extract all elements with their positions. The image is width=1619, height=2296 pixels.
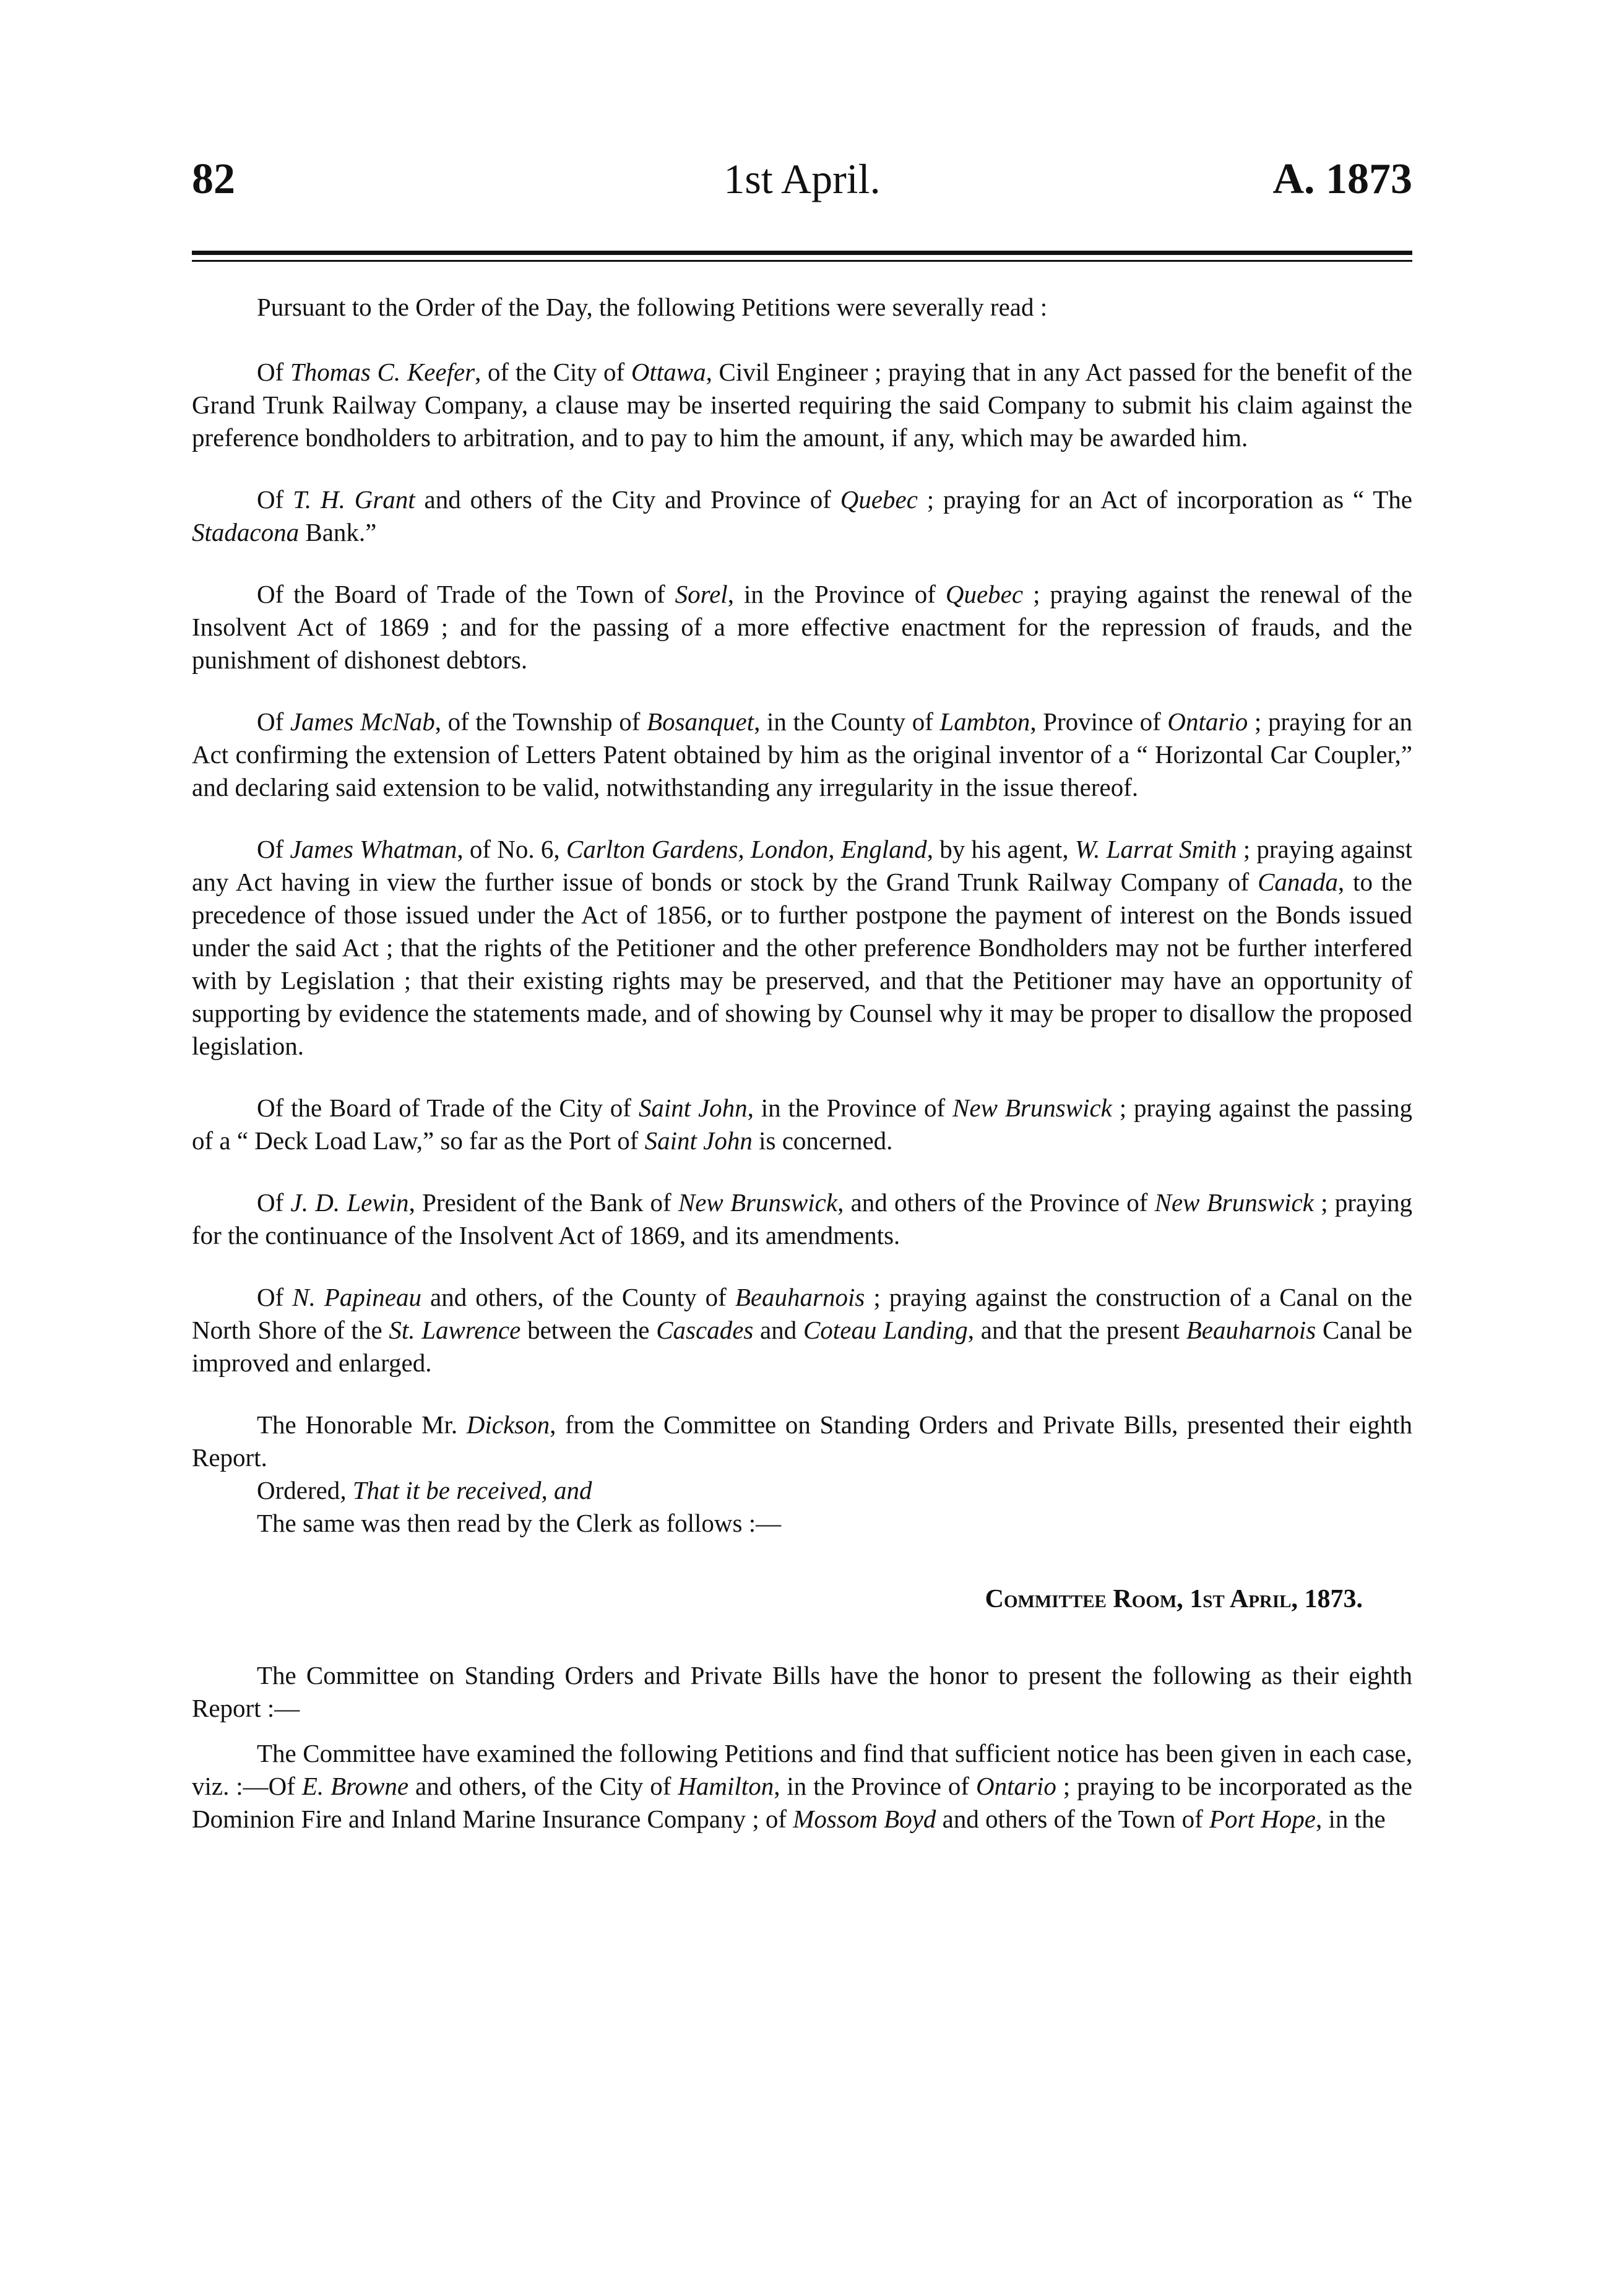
italic-name: , That it be received, and xyxy=(340,1476,592,1504)
italic-name: Carlton Gardens, London, England xyxy=(566,835,927,863)
text-run: , Province of xyxy=(1030,707,1168,736)
text-run: ; praying for an Act confirming the extension of Letters Patent obtained by him as the original inventor of a “ Horizontal Car Coupler,” and declaring said extension to be valid, notwithstanding any irregularity in the issue thereof. xyxy=(192,707,1412,801)
italic-name: W. Larrat Smith xyxy=(1074,835,1237,863)
text-run: ; praying against the passing of a “ Deck Load Law,” so far as the Port of xyxy=(192,1094,1413,1155)
petitions-list xyxy=(192,291,1412,1379)
header-rule-thin xyxy=(192,260,1412,262)
text-run: ; praying to be incorporated as the Dominion Fire and Inland Marine Insurance Company ; of xyxy=(192,1772,1412,1833)
text-run: , in the xyxy=(1315,1805,1386,1833)
italic-name: Ontario xyxy=(1167,707,1248,736)
ordered-line xyxy=(192,1474,1412,1507)
italic-name: New Brunswick xyxy=(678,1188,838,1217)
italic-name: Bosanquet xyxy=(647,707,754,736)
text-run: Of xyxy=(257,1283,293,1311)
text-run: and xyxy=(753,1316,803,1344)
italic-name: Lambton xyxy=(939,707,1030,736)
text-run: , President of the Bank of xyxy=(408,1188,678,1217)
text-run: The Committee have examined the following Petitions and find that sufficient notice has been given in each case, viz. :—Of xyxy=(192,1739,1412,1800)
text-run: , from the Committee on Standing Orders and Private Bills, presented their eighth Report. xyxy=(192,1410,1413,1472)
body-text xyxy=(192,291,1412,1865)
text-run: Of the Board of Trade of the Town of xyxy=(257,580,675,608)
text-run: The Honorable Mr. xyxy=(257,1410,467,1439)
report-paragraph xyxy=(192,1737,1412,1836)
italic-name: Cascades xyxy=(656,1316,754,1344)
text-run: , of the City of xyxy=(475,358,631,386)
petition-paragraph xyxy=(192,356,1412,454)
order-of-day-paragraph xyxy=(192,291,1412,324)
text-run: Of xyxy=(257,707,290,736)
italic-name: J. D. Lewin xyxy=(290,1188,409,1217)
text-run: Pursuant to the Order of the Day, the following Petitions were severally read : xyxy=(257,293,1048,321)
petition-paragraph xyxy=(192,833,1412,1063)
italic-name: Coteau Landing xyxy=(803,1316,968,1344)
italic-name: Saint John xyxy=(644,1126,753,1155)
text-run: , of No. 6, xyxy=(457,835,566,863)
text-run: Of xyxy=(257,358,290,386)
italic-name: Quebec xyxy=(840,485,918,514)
text-run: Of xyxy=(257,485,293,514)
text-run: ; praying against any Act having in view the further issue of bonds or stock by the Grand Trunk Railway Company of xyxy=(192,835,1412,896)
committee-room-signoff: Committee Room, 1st April, 1873. xyxy=(985,1585,1363,1613)
text-run: Bank.” xyxy=(299,518,377,546)
italic-name: New Brunswick xyxy=(952,1094,1112,1122)
text-run: Of xyxy=(257,835,290,863)
petition-paragraph xyxy=(192,578,1412,676)
text-run: and others, of the City of xyxy=(408,1772,678,1800)
text-run: , by his agent, xyxy=(926,835,1075,863)
text-run: and others of the City and Province of xyxy=(415,485,840,514)
text-run: , and others of the Province of xyxy=(837,1188,1155,1217)
text-run: Of the Board of Trade of the City of xyxy=(257,1094,639,1122)
page-header xyxy=(192,155,1412,223)
italic-name: Hamilton xyxy=(678,1772,774,1800)
petition-paragraph xyxy=(192,1186,1412,1252)
report-intro xyxy=(192,1409,1412,1540)
text-run: The Committee on Standing Orders and Private Bills have the honor to present the following as their eighth Report :— xyxy=(192,1661,1412,1722)
text-run: , of the Township of xyxy=(434,707,647,736)
text-run: , and that the present xyxy=(967,1316,1186,1344)
italic-name: Beauharnois xyxy=(1186,1316,1316,1344)
report-paragraph xyxy=(192,1659,1412,1725)
header-date: 1st April. xyxy=(723,155,881,202)
italic-name: James Whatman xyxy=(290,835,457,863)
italic-name: Thomas C. Keefer xyxy=(290,358,475,386)
italic-name: T. H. Grant xyxy=(293,485,415,514)
italic-name: James McNab xyxy=(290,707,435,736)
italic-name: Ontario xyxy=(975,1772,1056,1800)
text-run: , in the Province of xyxy=(747,1094,953,1122)
italic-name: Sorel xyxy=(675,580,728,608)
italic-name: Beauharnois xyxy=(735,1283,865,1311)
text-run: is concerned. xyxy=(752,1126,893,1155)
text-run: Ordered xyxy=(257,1476,340,1504)
header-rule-thick xyxy=(192,251,1412,255)
italic-name: Canada xyxy=(1258,868,1338,896)
text-run: and others of the Town of xyxy=(936,1805,1210,1833)
italic-name: Stadacona xyxy=(192,518,300,546)
text-run: and others, of the County of xyxy=(421,1283,735,1311)
italic-name: Ottawa xyxy=(631,358,706,386)
italic-name: St. Lawrence xyxy=(389,1316,521,1344)
text-run: ; praying against the renewal of the Insolvent Act of 1869 ; and for the passing of a more effective enactment for the repression of frauds, and the punishment of dishonest debtors. xyxy=(192,580,1412,674)
text-run: Canal be improved and enlarged. xyxy=(192,1316,1412,1377)
text-run: ; praying for an Act of incorporation as “ The xyxy=(917,485,1412,514)
italic-name: Port Hope xyxy=(1209,1805,1316,1833)
petition-paragraph xyxy=(192,706,1412,804)
italic-name: New Brunswick xyxy=(1154,1188,1314,1217)
report-presented-line xyxy=(192,1409,1412,1474)
petition-paragraph xyxy=(192,1092,1412,1157)
read-by-clerk-line xyxy=(192,1507,1412,1540)
text-run: , in the Province of xyxy=(727,580,946,608)
header-year: A. 1873 xyxy=(1272,155,1412,203)
text-run: , in the Province of xyxy=(774,1772,976,1800)
italic-name: E. Browne xyxy=(301,1772,409,1800)
report-body xyxy=(192,1659,1412,1836)
text-run: The same was then read by the Clerk as follows :— xyxy=(257,1509,782,1537)
italic-name: Mossom Boyd xyxy=(793,1805,936,1833)
text-run: , in the County of xyxy=(754,707,940,736)
text-run: between the xyxy=(520,1316,657,1344)
italic-name: N. Papineau xyxy=(292,1283,421,1311)
italic-name: Saint John xyxy=(638,1094,748,1122)
text-run: , to the precedence of those issued under the Act of 1856, or to further postpone the payment of interest on the Bonds issued under the said Act ; that the rights of the Petitioner and the other preference Bondholders may not be further interfered with by Legislation ; that their existing rights may be preserved, and that the Petitioner may have an opportunity of supporting by evidence the statements made, and of showing by Counsel why it may be proper to disallow the proposed legislation. xyxy=(192,868,1412,1060)
text-run: ; praying against the construction of a Canal on the North Shore of the xyxy=(192,1283,1412,1344)
petition-paragraph xyxy=(192,483,1412,549)
text-run: Of xyxy=(257,1188,291,1217)
page-number: 82 xyxy=(192,155,235,203)
petition-paragraph xyxy=(192,1281,1412,1379)
text-run: , Civil Engineer ; praying that in any Act passed for the benefit of the Grand Trunk Railway Company, a clause may be inserted requiring the said Company to submit his claim against the preference bondholders to arbitration, and to pay to him the amount, if any, which may be awarded him. xyxy=(192,358,1413,452)
italic-name: Dickson xyxy=(466,1410,550,1439)
text-run: ; praying for the continuance of the Insolvent Act of 1869, and its amendments. xyxy=(192,1188,1412,1249)
italic-name: Quebec xyxy=(945,580,1024,608)
